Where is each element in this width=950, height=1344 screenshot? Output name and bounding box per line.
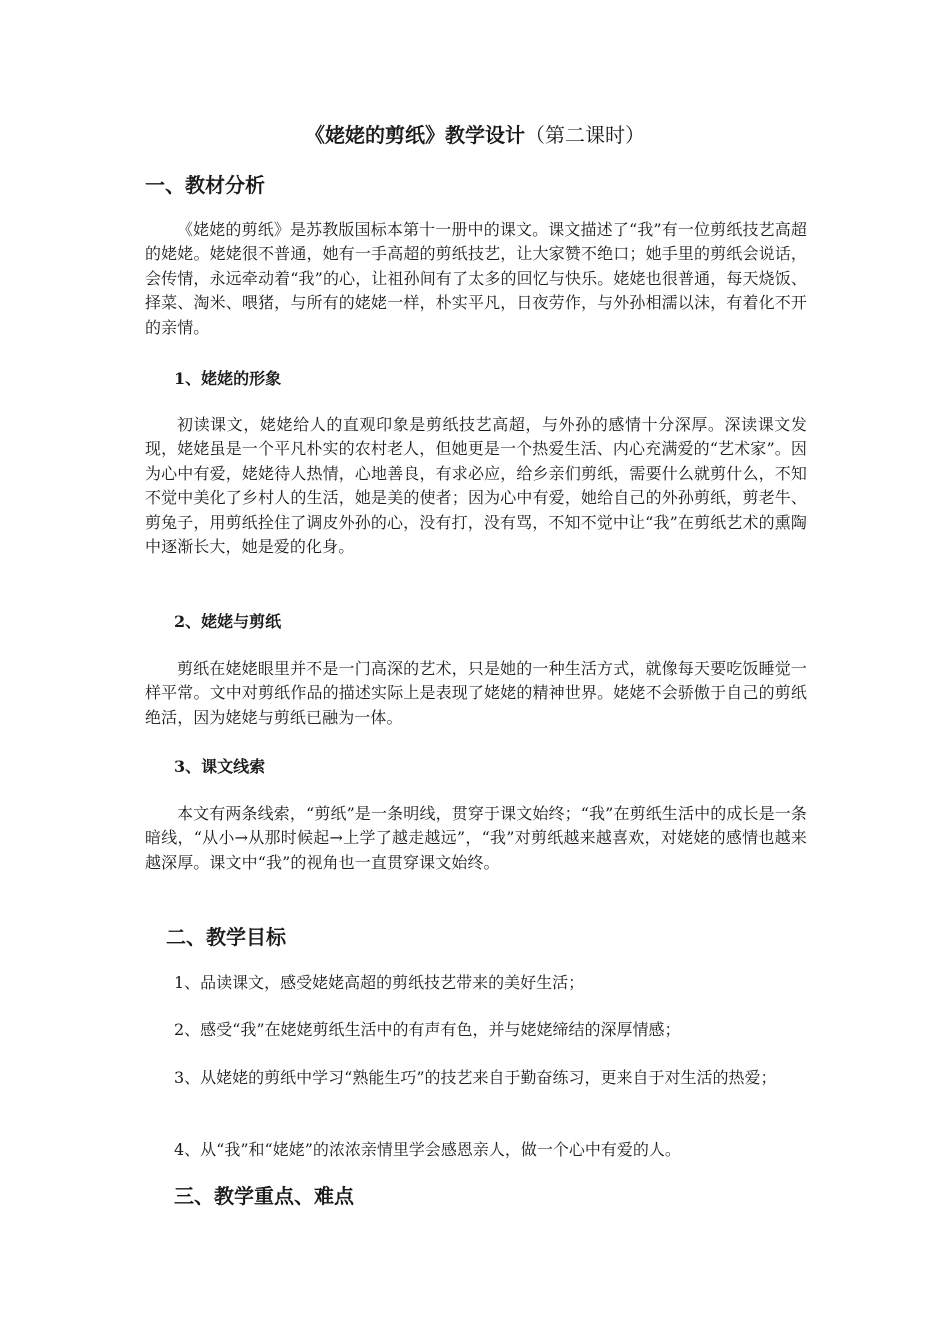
title-lesson: （第二课时） <box>525 123 645 147</box>
title-main: 《姥姥的剪纸》教学设计 <box>305 123 525 147</box>
goal-item-4: 4、从“我”和“姥姥”的浓浓亲情里学会感恩亲人，做一个心中有爱的人。 <box>174 1140 681 1159</box>
paragraph-intro: 《姥姥的剪纸》是苏教版国标本第十一册中的课文。课文描述了“我”有一位剪纸技艺高超的姥姥。姥姥很不普通，她有一手高超的剪纸技艺，让大家赞不绝口；她手里的剪纸会说话，会传情，永远牵动着“我”的心，让祖孙间有了太多的回忆与快乐。姥姥也很普通，每天烧饭、择菜、淘米、喂猪，与所有的姥姥一样，朴实平凡，日夜劳作，与外孙相濡以沫，有着化不开的亲情。 <box>145 220 807 337</box>
goal-item-2: 2、感受“我”在姥姥剪纸生活中的有声有色，并与姥姥缔结的深厚情感； <box>174 1020 681 1039</box>
section-heading-goals: 二、教学目标 <box>166 925 286 949</box>
paragraph-grandma-papercut: 剪纸在姥姥眼里并不是一门高深的艺术，只是她的一种生活方式，就像每天要吃饭睡觉一样平常。文中对剪纸作品的描述实际上是表现了姥姥的精神世界。姥姥不会骄傲于自己的剪纸绝活，因为姥姥与剪纸已融为一体。 <box>145 659 807 727</box>
paragraph-text-clues: 本文有两条线索，“剪纸”是一条明线，贯穿于课文始终；“我”在剪纸生活中的成长是一条暗线，“从小→从那时候起→上学了越走越远”，“我”对剪纸越来越喜欢，对姥姥的感情也越来越深厚。课文中“我”的视角也一直贯穿课文始终。 <box>145 804 807 872</box>
goal-item-1: 1、品读课文，感受姥姥高超的剪纸技艺带来的美好生活； <box>174 973 585 992</box>
goal-item-3: 3、从姥姥的剪纸中学习“熟能生巧”的技艺来自于勤奋练习，更来自于对生活的热爱； <box>174 1068 777 1087</box>
subheading-grandma-papercut: 2、姥姥与剪纸 <box>174 612 282 631</box>
section-heading-analysis: 一、教材分析 <box>145 173 265 197</box>
subheading-text-clues: 3、课文线索 <box>174 757 266 776</box>
section-heading-key-points: 三、教学重点、难点 <box>174 1184 354 1208</box>
subheading-grandma-image: 1、姥姥的形象 <box>174 369 282 388</box>
paragraph-grandma-image: 初读课文，姥姥给人的直观印象是剪纸技艺高超，与外孙的感情十分深厚。深读课文发现，姥姥虽是一个平凡朴实的农村老人，但她更是一个热爱生活、内心充满爱的“艺术家”。因为心中有爱，姥姥待人热情，心地善良，有求必应，给乡亲们剪纸，需要什么就剪什么，不知不觉中美化了乡村人的生活，她是美的使者；因为心中有爱，她给自己的外孙剪纸，剪老牛、剪兔子，用剪纸拴住了调皮外孙的心，没有打，没有骂，不知不觉中让“我”在剪纸艺术的熏陶中逐渐长大，她是爱的化身。 <box>145 415 807 557</box>
document-title <box>0 121 950 149</box>
